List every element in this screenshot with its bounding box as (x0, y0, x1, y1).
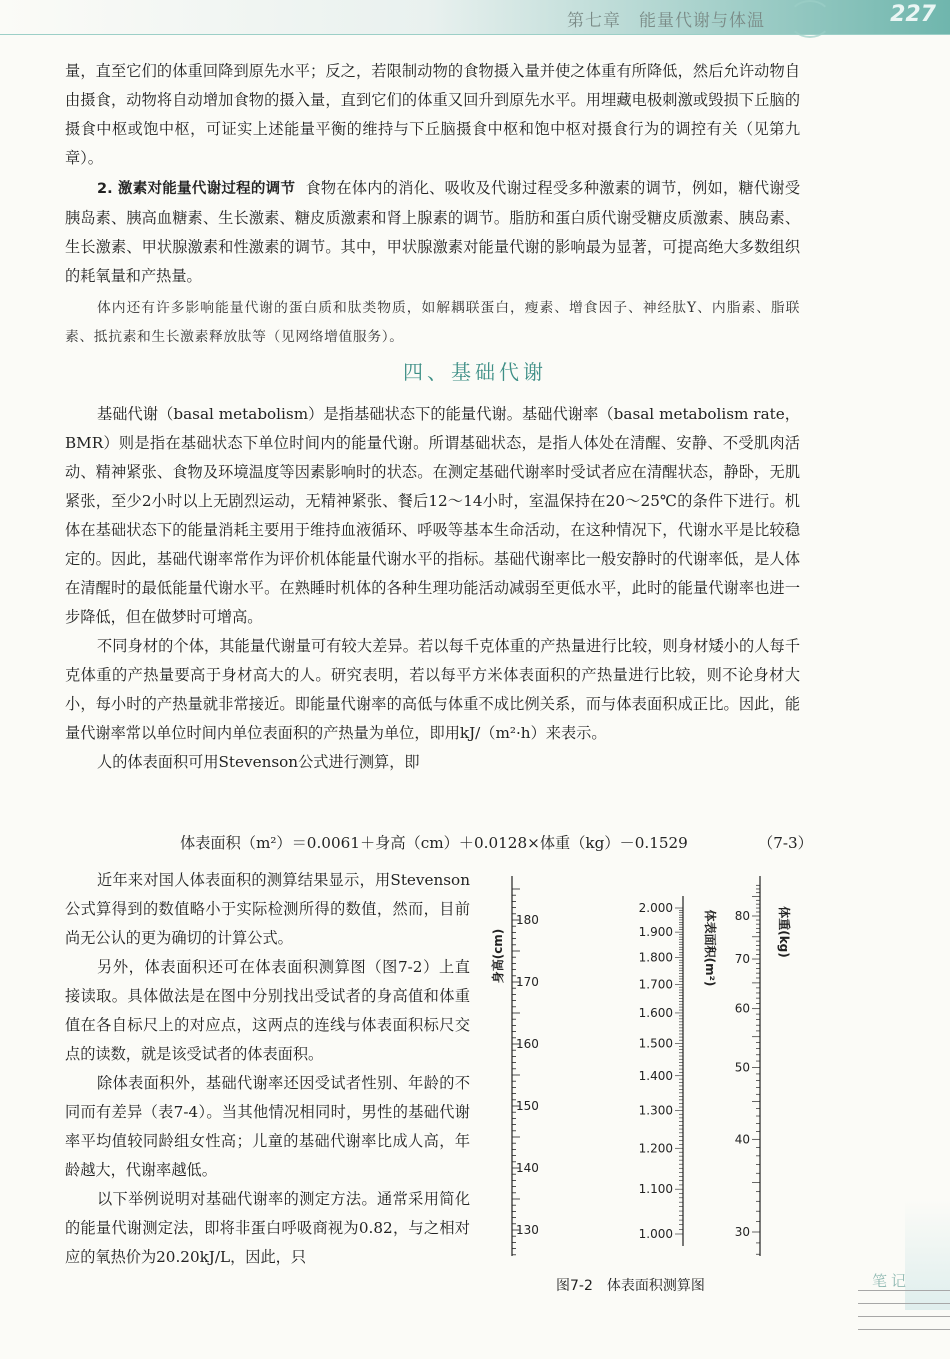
page-header (0, 0, 950, 35)
area-major-ticks (639, 901, 673, 1241)
chapter-number: 第七章 (567, 11, 621, 31)
weight-tick-label: 50 (734, 1060, 750, 1075)
paragraph: 人的体表面积可用Stevenson公式进行测算，即 (97, 753, 420, 771)
subsection-heading: 2. 激素对能量代谢过程的调节 (97, 181, 296, 197)
area-tick-label: 1.700 (638, 977, 673, 992)
chapter-heading (567, 6, 765, 31)
area-tick-label: 1.600 (638, 1005, 673, 1020)
paragraph-body: 食物在体内的消化、吸收及代谢过程受多种激素的调节，例如，糖代谢受胰岛素、胰高血糖素、生长激素、糖皮质激素和肾上腺素的调节。脂肪和蛋白质代谢受糖皮质激素、胰岛素、生长激素、甲状腺激素和性激素的调节。其中，甲状腺激素对能量代谢的影响最为显著，可提高绝大多数组织的耗氧量和产热量。 (65, 179, 801, 285)
height-tick-label: 180 (516, 913, 539, 927)
weight-tick-label: 40 (734, 1132, 750, 1147)
note-lines (858, 1290, 950, 1350)
note-paragraph: 体内还有许多影响能量代谢的蛋白质和肽类物质，如解耦联蛋白，瘦素、增食因子、神经肽Y、内脂素、脂联素、抵抗素和生长激素释放肽等（见网络增值服务）。 (65, 300, 800, 345)
area-tick-label: 1.400 (638, 1068, 673, 1083)
formula: 体表面积（m²）＝0.0061＋身高（cm）＋0.0128×体重（kg）－0.1529 (180, 834, 688, 852)
area-tick-label: 1.500 (638, 1036, 673, 1051)
equation-number: （7-3） (758, 834, 813, 852)
area-tick-label: 2.000 (638, 901, 673, 915)
page-number: 227 (890, 2, 936, 27)
paragraph: 不同身材的个体，其能量代谢量可有较大差异。若以每千克体重的产热量进行比较，则身材矮小的人每千克体重的产热量要高于身材高大的人。研究表明，若以每平方米体表面积的产热量进行比较，则不论身材大小，每小时的产热量就非常接近。即能量代谢率的高低与体重不成比例关系，而与体表面积成正比。因此，能量代谢率常以单位时间内单位表面积的产热量为单位，即用kJ/（m²·h）来表示。 (65, 637, 800, 742)
area-tick-label: 1.200 (638, 1141, 673, 1156)
weight-major-ticks (735, 909, 750, 1239)
top-text-block (65, 57, 800, 173)
height-axis-label: 身高(cm) (491, 928, 505, 984)
hormone-section (65, 174, 800, 352)
weight-tick-label: 60 (734, 1001, 750, 1016)
weight-tick-label: 80 (734, 909, 750, 923)
figure-caption: 图7-2 体表面积测算图 (556, 1278, 705, 1294)
decorative-swirl-icon (788, 0, 832, 38)
paragraph: 另外，体表面积还可在体表面积测算图（图7-2）上直接读取。具体做法是在图中分别找出受试者的身高值和体重值在各自标尺上的对应点，这两点的连线与体表面积标尺交点的读数，就是该受试者的体表面积。 (65, 958, 470, 1063)
area-tick-label: 1.900 (638, 925, 673, 940)
weight-tick-label: 30 (734, 1225, 750, 1239)
area-tick-label: 1.100 (638, 1182, 673, 1197)
area-tick-label: 1.800 (638, 950, 673, 965)
height-minor-ticks (512, 889, 520, 1255)
section-title: 四、基础代谢 (403, 360, 547, 384)
paragraph: 除体表面积外，基础代谢率还因受试者性别、年龄的不同而有差异（表7-4）。当其他情况相同时，男性的基础代谢率平均值较同龄组女性高；儿童的基础代谢率比成人高，年龄越大，代谢率越低。 (65, 1074, 470, 1179)
height-tick-label: 160 (516, 1037, 539, 1051)
height-tick-label: 150 (516, 1099, 539, 1113)
paragraph: 基础代谢（basal metabolism）是指基础状态下的能量代谢。基础代谢率（basal metabolism rate，BMR）则是指在基础状态下单位时间内的能量代谢。所谓基础状态，是指人体处在清醒、安静、不受肌肉活动、精神紧张、食物及环境温度等因素影响时的状态。在测定基础代谢率时受试者应在清醒状态，静卧，无肌紧张，至少2小时以上无剧烈运动，无精神紧张、餐后12～14小时，室温保持在20～25℃的条件下进行。机体在基础状态下的能量消耗主要用于维持血液循环、呼吸等基本生命活动，在这种情况下，代谢水平是比较稳定的。因此，基础代谢率常作为评价机体能量代谢水平的指标。基础代谢率比一般安静时的代谢率低，是人体在清醒时的最低能量代谢水平。在熟睡时机体的各种生理功能活动减弱至更低水平，此时的能量代谢率也进一步降低，但在做梦时可增高。 (65, 405, 800, 626)
weight-minor-ticks (752, 885, 760, 1254)
area-tick-label: 1.300 (638, 1103, 673, 1118)
paragraph: 近年来对国人体表面积的测算结果显示，用Stevenson公式算得到的数值略小于实际检测所得的数值，然而，目前尚无公认的更为确切的计算公式。 (65, 871, 470, 947)
paragraph: 以下举例说明对基础代谢率的测定方法。通常采用简化的能量代谢测定法，即将非蛋白呼吸商视为0.82，与之相对应的氧热价为20.20kJ/L，因此，只 (65, 1190, 470, 1266)
area-minor-ticks (675, 908, 683, 1234)
area-tick-label: 1.000 (638, 1227, 673, 1241)
paragraph (65, 174, 800, 291)
left-column-text (65, 866, 470, 1272)
chapter-name: 能量代谢与体温 (639, 11, 765, 31)
weight-axis-label: 体重(kg) (777, 906, 791, 958)
height-tick-label: 130 (516, 1223, 539, 1237)
height-tick-label: 140 (516, 1161, 539, 1175)
area-axis-label: 体表面积(m²) (703, 909, 717, 987)
margin-note-label: 笔记 (872, 1272, 911, 1290)
body-surface-area-nomogram (480, 866, 810, 1256)
height-tick-label: 170 (516, 975, 539, 989)
main-text-block (65, 400, 800, 777)
paragraph: 量，直至它们的体重回降到原先水平；反之，若限制动物的食物摄入量并使之体重有所降低，然后允许动物自由摄食，动物将自动增加食物的摄入量，直到它们的体重又回升到原先水平。用埋藏电极刺激或毁损下丘脑的摄食中枢或饱中枢，可证实上述能量平衡的维持与下丘脑摄食中枢和饱中枢对摄食行为的调控有关（见第九章）。 (65, 62, 800, 167)
weight-tick-label: 70 (734, 952, 750, 967)
